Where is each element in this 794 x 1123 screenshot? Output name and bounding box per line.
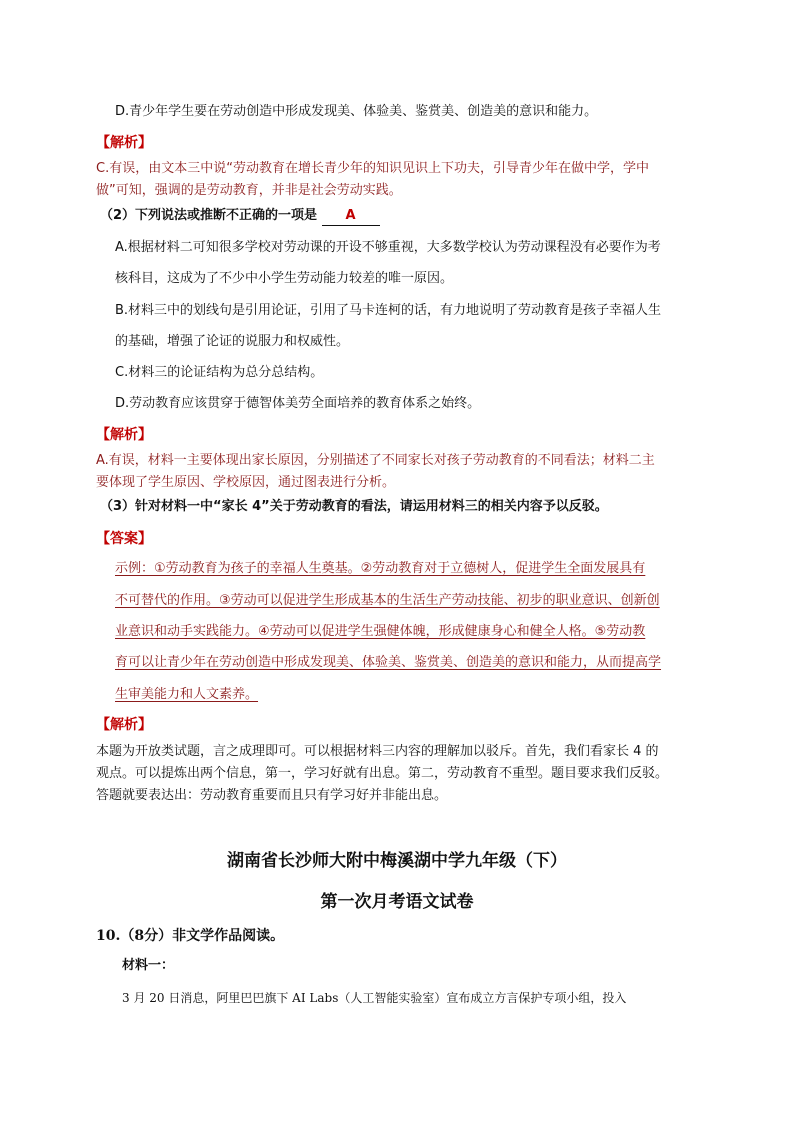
answer-text: 业意识和动手实践能力。④劳动可以促进学生强健体魄，形成健康身心和健全人格。⑤劳动教 [115,624,646,639]
answer-text: 育可以让青少年在劳动创造中形成发现美、体验美、鉴赏美、创造美的意识和能力，从而提高学 [115,655,662,670]
analysis-text: 做”可知，强调的是劳动教育，并非是社会劳动实践。 [96,183,402,198]
analysis-text: C.有误，由文本三中说“劳动教育在增长青少年的知识见识上下功夫，引导青少年在做中学，学中 [96,161,649,176]
question-2-answer-blank: A [322,207,380,226]
material-1-text: 3 月 20 日消息，阿里巴巴旗下 AI Labs（人工智能实验室）宣布成立方言保护专项小组，投入 [122,991,627,1005]
analysis-label: 【解析】 [96,717,152,733]
question-10-heading: 10.（8分）非文学作品阅读。 [96,928,285,944]
exam-title: 湖南省长沙师大附中梅溪湖中学九年级（下） [227,851,567,871]
question-2-text: （2）下列说法或推断不正确的一项是 [100,208,318,223]
analysis-text: 观点。可以提炼出两个信息，第一，学习好就有出息。第二，劳动教育不重型。题目要求我们反驳。 [96,766,669,781]
option-c-text: C.材料三的论证结构为总分总结构。 [115,365,324,380]
option-b-text: B.材料三中的划线句是引用论证，引用了马卡连柯的话，有力地说明了劳动教育是孩子幸福人生 [115,303,662,318]
analysis-text: 答题就要表达出：劳动教育重要而且只有学习好并非能出息。 [96,788,448,803]
analysis-text: 要体现了学生原因、学校原因，通过图表进行分析。 [96,475,396,490]
exam-subtitle: 第一次月考语文试卷 [320,892,474,912]
answer-text: 不可替代的作用。③劳动可以促进学生形成基本的生活生产劳动技能、初步的职业意识、创新创 [115,593,660,608]
analysis-label: 【解析】 [96,135,152,151]
option-a-text: 核科目，这成为了不少中小学生劳动能力较差的唯一原因。 [115,271,454,286]
option-d-text: D.劳动教育应该贯穿于德智体美劳全面培养的教育体系之始终。 [115,396,481,411]
analysis-label: 【解析】 [96,427,152,443]
analysis-text: 本题为开放类试题，言之成理即可。可以根据材料三内容的理解加以驳斥。首先，我们看家长 4 的 [96,744,659,759]
answer-text: 示例：①劳动教育为孩子的幸福人生奠基。②劳动教育对于立德树人，促进学生全面发展具有 [115,561,646,576]
answer-label: 【答案】 [96,531,152,547]
material-1-label: 材料一： [122,958,175,973]
answer-text: 生审美能力和人文素养。 [115,687,259,702]
question-3-stem: （3）针对材料一中“家长 4”关于劳动教育的看法，请运用材料三的相关内容予以反驳。 [100,499,608,514]
option-b-text: 的基础，增强了论证的说服力和权威性。 [115,334,350,349]
question-2-stem [100,207,380,226]
option-d-text: D.青少年学生要在劳动创造中形成发现美、体验美、鉴赏美、创造美的意识和能力。 [115,104,598,119]
analysis-text: A.有误，材料一主要体现出家长原因，分别描述了不同家长对孩子劳动教育的不同看法；材料二主 [96,453,655,468]
option-a-text: A.根据材料二可知很多学校对劳动课的开设不够重视，大多数学校认为劳动课程没有必要作为考 [115,240,661,255]
